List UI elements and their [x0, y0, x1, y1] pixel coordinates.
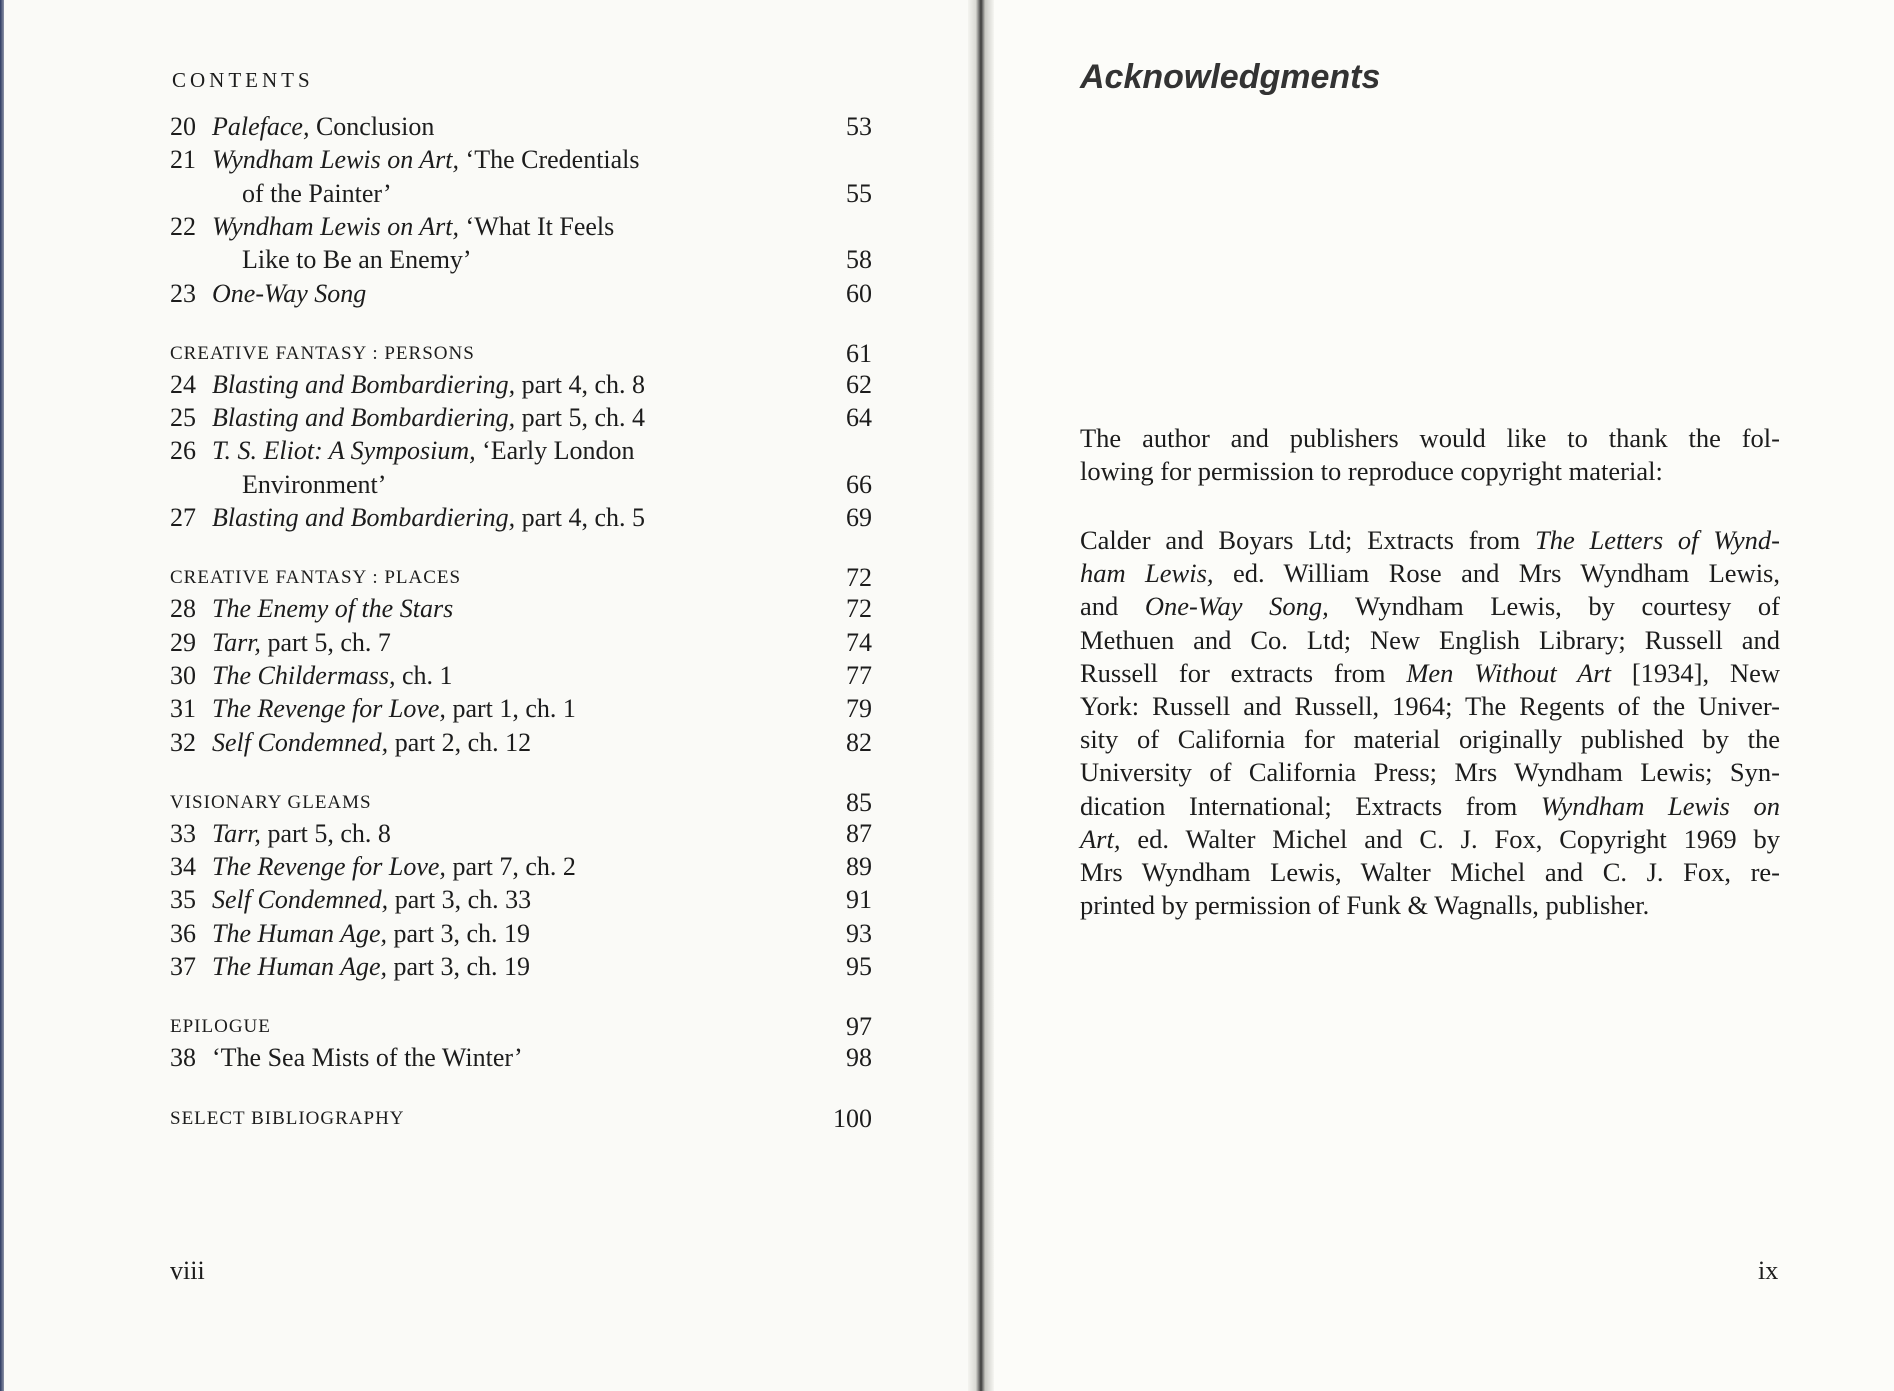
text-run: and	[1080, 591, 1145, 622]
paragraph-line	[1080, 823, 1780, 856]
toc-entry	[170, 885, 872, 917]
entry-page: 79	[846, 694, 872, 724]
entry-page: 89	[846, 852, 872, 882]
book-cover-edge	[0, 0, 4, 1391]
text-run: Mrs Wyndham Lewis, Walter Michel and C. J. Fox, re-	[1080, 857, 1780, 888]
page-number-left: viii	[170, 1256, 205, 1285]
text-run: part 3, ch. 19	[387, 952, 530, 981]
text-run: ch. 1	[395, 660, 453, 690]
italic-text: Wyndham Lewis on	[1540, 790, 1780, 821]
paragraph-line	[1080, 856, 1780, 889]
entry-page: 58	[846, 245, 872, 275]
entry-title	[242, 179, 392, 209]
text-run: [1934], New	[1610, 657, 1781, 688]
entry-title	[212, 694, 576, 724]
text-run: Calder and Boyars Ltd; Extracts from	[1080, 525, 1536, 555]
entry-title	[212, 728, 531, 758]
entry-title	[212, 852, 576, 882]
entry-title	[212, 503, 645, 533]
entry-page: 64	[846, 403, 872, 433]
italic-text: Blasting and Bombardiering,	[212, 403, 516, 433]
text-run: dication International; Extracts from	[1080, 790, 1541, 821]
text-run: Environment’	[242, 469, 387, 499]
acknowledgment-paragraph	[1080, 422, 1780, 488]
toc-entry	[170, 403, 872, 435]
italic-text: Self Condemned,	[212, 727, 389, 757]
text-run: ‘What It Feels	[459, 211, 615, 241]
entry-number: 26	[170, 436, 196, 466]
italic-text: The Enemy of the Stars	[212, 594, 454, 624]
paragraph-line	[1080, 455, 1780, 488]
text-run: Conclusion	[309, 112, 435, 141]
section-label: SELECT BIBLIOGRAPHY	[170, 1107, 405, 1129]
toc-entry	[170, 112, 872, 144]
entry-number: 22	[170, 211, 196, 241]
entry-title	[212, 1043, 523, 1073]
italic-text: The Human Age,	[212, 918, 388, 948]
entry-page: 87	[846, 818, 872, 848]
entry-number: 33	[170, 818, 196, 848]
entry-page: 60	[846, 278, 872, 308]
text-run: sity of California for material originally published by the	[1080, 724, 1780, 755]
section-label: CREATIVE FANTASY : PLACES	[170, 567, 462, 589]
text-run: ‘The Sea Mists of the Winter’	[212, 1043, 523, 1073]
entry-title	[212, 819, 391, 849]
text-run: Like to Be an Enemy’	[242, 245, 472, 275]
entry-number: 36	[170, 918, 196, 948]
entry-title	[212, 112, 434, 142]
entry-title	[212, 628, 391, 658]
toc-entry	[170, 852, 872, 884]
entry-page: 95	[846, 952, 872, 981]
entry-title	[212, 952, 530, 982]
contents-heading: CONTENTS	[172, 68, 314, 92]
entry-page: 72	[846, 594, 872, 624]
section-page: 72	[846, 563, 872, 593]
text-run: of the Painter’	[242, 178, 392, 208]
toc-entry	[170, 212, 872, 244]
paragraph-line	[1080, 657, 1780, 690]
toc-entry	[170, 145, 872, 177]
toc-entry	[170, 1043, 872, 1075]
toc-section-heading	[170, 339, 872, 367]
text-run: lowing for permission to reproduce copyright material:	[1080, 456, 1663, 487]
paragraph-line	[1080, 690, 1780, 723]
paragraph-line	[1080, 557, 1780, 590]
page-number-right: ix	[1758, 1256, 1779, 1285]
entry-page: 77	[846, 660, 872, 690]
entry-number: 27	[170, 503, 196, 532]
text-run: part 5, ch. 4	[515, 403, 646, 433]
entry-page: 55	[846, 178, 872, 208]
text-run: Methuen and Co. Ltd; New English Library; Russell and	[1080, 624, 1780, 655]
toc-entry	[170, 661, 872, 693]
entry-title	[212, 212, 614, 242]
toc-entry	[170, 179, 872, 211]
entry-title	[212, 403, 645, 433]
italic-text: The Human Age,	[212, 952, 388, 981]
italic-text: Art,	[1080, 823, 1121, 854]
entry-number: 29	[170, 627, 196, 657]
italic-text: Wyndham Lewis on Art,	[212, 211, 460, 241]
text-run: ‘The Credentials	[459, 145, 640, 175]
text-run: part 7, ch. 2	[445, 852, 576, 882]
section-page: 85	[846, 787, 872, 817]
entry-number: 24	[170, 369, 196, 399]
entry-number: 31	[170, 694, 196, 724]
entry-title	[212, 661, 453, 691]
italic-text: The Letters of Wynd-	[1535, 525, 1780, 555]
entry-number: 35	[170, 885, 196, 915]
entry-title	[212, 145, 640, 175]
italic-text: One-Way Song,	[1144, 591, 1329, 622]
entry-number: 20	[170, 112, 196, 141]
paragraph-line	[1080, 756, 1780, 789]
entry-number: 32	[170, 727, 196, 757]
entry-number: 23	[170, 278, 196, 308]
text-run: printed by permission of Funk & Wagnalls, publisher.	[1080, 890, 1650, 921]
italic-text: Tarr,	[212, 627, 261, 657]
entry-number: 30	[170, 660, 196, 690]
toc-entry	[170, 952, 872, 984]
italic-text: ham Lewis,	[1080, 558, 1214, 589]
entry-page: 69	[846, 503, 872, 532]
toc-entry	[170, 694, 872, 726]
italic-text: Blasting and Bombardiering,	[212, 369, 516, 399]
text-run: ed. William Rose and Mrs Wyndham Lewis,	[1213, 558, 1780, 589]
toc-entry	[170, 728, 872, 760]
italic-text: Self Condemned,	[212, 885, 389, 915]
section-label: EPILOGUE	[170, 1016, 271, 1038]
text-run: The author and publishers would like to thank the fol-	[1080, 423, 1780, 453]
toc-entry	[170, 370, 872, 402]
text-run: part 2, ch. 12	[388, 727, 532, 757]
entry-page: 98	[846, 1043, 872, 1073]
italic-text: Men Without Art	[1406, 657, 1611, 688]
text-run: part 1, ch. 1	[445, 694, 576, 724]
toc-entry	[170, 819, 872, 851]
italic-text: The Childermass,	[212, 660, 396, 690]
toc-section-heading	[170, 788, 872, 816]
entry-title	[212, 594, 453, 624]
toc-entry	[170, 245, 872, 277]
italic-text: Tarr,	[212, 818, 261, 848]
toc-section-heading	[170, 1104, 872, 1132]
entry-number: 21	[170, 145, 196, 175]
paragraph-line	[1080, 723, 1780, 756]
toc-entry	[170, 470, 872, 502]
toc-entry	[170, 628, 872, 660]
italic-text: The Revenge for Love,	[212, 694, 446, 724]
paragraph-line	[1080, 624, 1780, 657]
acknowledgment-paragraph	[1080, 524, 1780, 922]
book-gutter	[968, 0, 994, 1391]
toc-entry	[170, 919, 872, 951]
paragraph-line	[1080, 590, 1780, 623]
italic-text: The Revenge for Love,	[212, 852, 446, 882]
section-page: 61	[846, 338, 872, 368]
italic-text: Blasting and Bombardiering,	[212, 503, 516, 532]
entry-title	[242, 245, 472, 275]
text-run: ‘Early London	[475, 436, 635, 466]
section-page: 97	[846, 1012, 872, 1042]
toc-section-heading	[170, 563, 872, 591]
italic-text: One-Way Song	[212, 278, 367, 308]
text-run: part 3, ch. 33	[388, 885, 532, 915]
toc-entry	[170, 279, 872, 311]
toc-section-heading	[170, 1012, 872, 1040]
entry-page: 82	[846, 727, 872, 757]
section-label: CREATIVE FANTASY : PERSONS	[170, 342, 475, 364]
toc-entry	[170, 594, 872, 626]
text-run: York: Russell and Russell, 1964; The Regents of the Univer-	[1080, 691, 1780, 722]
entry-page: 74	[846, 627, 872, 657]
entry-title	[212, 279, 366, 309]
entry-title	[212, 919, 530, 949]
entry-title	[212, 885, 531, 915]
text-run: part 5, ch. 7	[260, 627, 391, 657]
section-label: VISIONARY GLEAMS	[170, 791, 372, 813]
entry-title	[212, 436, 634, 466]
acknowledgments-title: Acknowledgments	[1080, 58, 1381, 96]
paragraph-line	[1080, 889, 1780, 922]
paragraph-line	[1080, 422, 1780, 455]
text-run: part 4, ch. 8	[515, 369, 646, 399]
paragraph-line	[1080, 790, 1780, 823]
paragraph-line	[1080, 524, 1780, 557]
entry-number: 37	[170, 952, 196, 981]
entry-page: 53	[846, 112, 872, 141]
text-run: Wyndham Lewis, by courtesy of	[1328, 591, 1780, 622]
entry-title	[242, 470, 386, 500]
text-run: part 4, ch. 5	[515, 503, 646, 532]
italic-text: Wyndham Lewis on Art,	[212, 145, 460, 175]
entry-number: 25	[170, 403, 196, 433]
entry-page: 66	[846, 469, 872, 499]
entry-number: 38	[170, 1043, 196, 1073]
text-run: part 3, ch. 19	[387, 918, 530, 948]
text-run: ed. Walter Michel and C. J. Fox, Copyright 1969 by	[1120, 823, 1780, 854]
entry-number: 28	[170, 594, 196, 624]
entry-page: 62	[846, 369, 872, 399]
section-page: 100	[833, 1103, 872, 1133]
italic-text: Paleface,	[212, 112, 310, 141]
text-run: Russell for extracts from	[1080, 657, 1407, 688]
entry-page: 93	[846, 918, 872, 948]
text-run: University of California Press; Mrs Wyndham Lewis; Syn-	[1080, 757, 1780, 788]
entry-page: 91	[846, 885, 872, 915]
entry-title	[212, 370, 645, 400]
toc-entry	[170, 436, 872, 468]
italic-text: T. S. Eliot: A Symposium,	[212, 436, 476, 466]
toc-entry	[170, 503, 872, 535]
entry-number: 34	[170, 852, 196, 882]
text-run: part 5, ch. 8	[260, 818, 391, 848]
